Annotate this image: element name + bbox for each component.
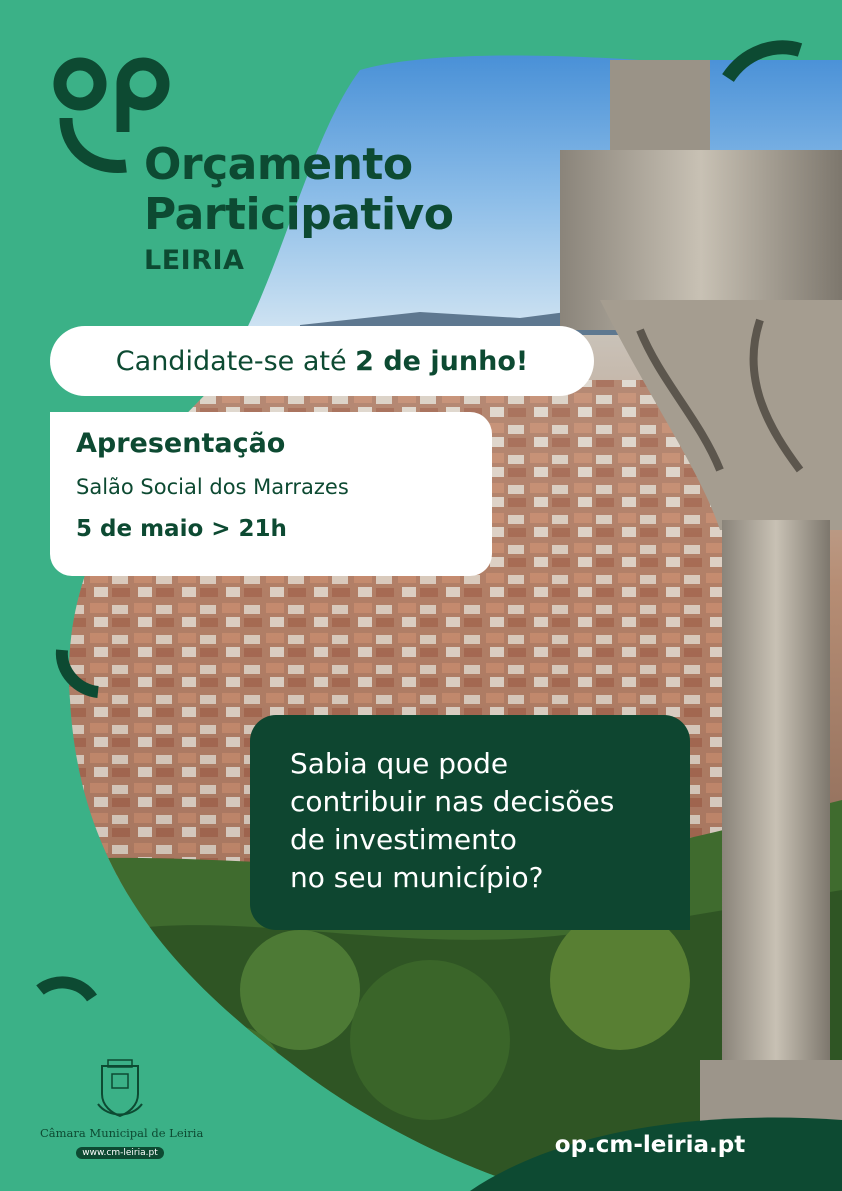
question-line: no seu município?	[290, 861, 544, 894]
deadline-banner	[50, 326, 594, 396]
city-label: LEIRIA	[144, 245, 245, 276]
coat-of-arms-icon	[90, 1058, 150, 1120]
page-title	[144, 140, 453, 278]
presentation-datetime: 5 de maio > 21h	[76, 516, 287, 542]
question-box	[250, 715, 690, 930]
deadline-date: 2 de junho!	[355, 345, 529, 377]
deadline-prefix: Candidate-se até	[115, 345, 356, 377]
question-line: Sabia que pode	[290, 747, 509, 780]
presentation-card	[50, 412, 492, 576]
municipality-name: Câmara Municipal de Leiria	[40, 1126, 204, 1140]
presentation-venue: Salão Social dos Marrazes	[76, 475, 349, 499]
title-line-1: Orçamento	[144, 139, 413, 190]
municipality-website[interactable]: www.cm-leiria.pt	[76, 1147, 163, 1159]
presentation-heading: Apresentação	[76, 428, 286, 459]
title-line-2: Participativo	[144, 189, 454, 240]
question-line: contribuir nas decisões	[290, 785, 615, 818]
footer-url[interactable]: op.cm-leiria.pt	[554, 1132, 746, 1158]
municipality-seal	[40, 1058, 204, 1159]
question-line: de investimento	[290, 823, 517, 856]
